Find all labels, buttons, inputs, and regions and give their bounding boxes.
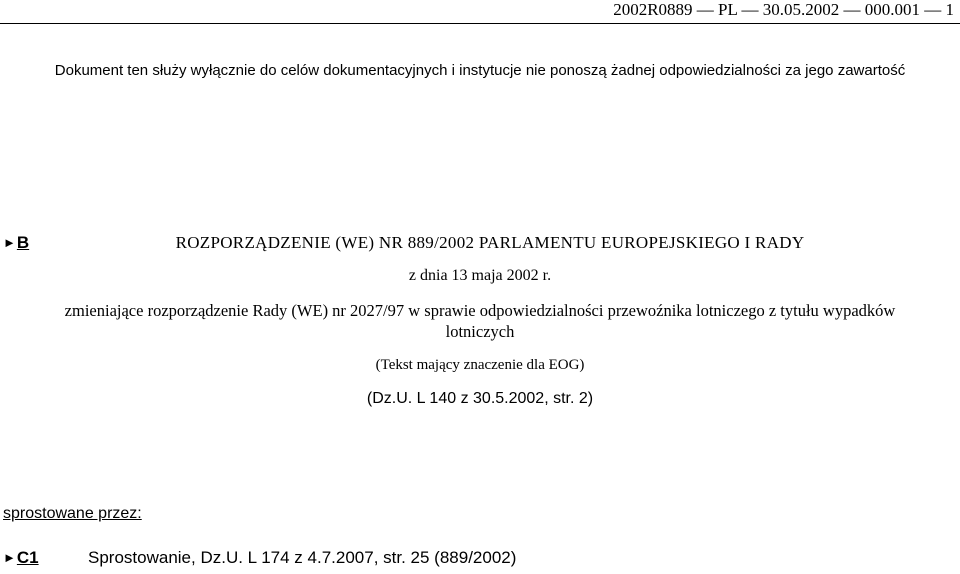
triangle-right-icon: ► [3,235,16,250]
marker-code: C1 [16,548,39,567]
act-date: z dnia 13 maja 2002 r. [408,267,552,284]
marker-b[interactable] [3,233,29,253]
official-journal-reference: (Dz.U. L 140 z 30.5.2002, str. 2) [366,390,594,407]
marker-code: B [16,233,30,252]
header-divider [0,23,960,24]
act-subject: zmieniające rozporządzenie Rady (WE) nr 2027/97 w sprawie odpowiedzialności przewoźnika lotniczego z tytułu wypadków lotniczych [64,301,896,341]
act-title: ROZPORZĄDZENIE (WE) NR 889/2002 PARLAMENTU EUROPEJSKIEGO I RADY [175,233,805,252]
document-reference-header: 2002R0889 — PL — 30.05.2002 — 000.001 — 1 [613,0,954,19]
triangle-right-icon: ► [3,550,16,565]
corrigendum-entry: Sprostowanie, Dz.U. L 174 z 4.7.2007, str. 25 (889/2002) [88,548,517,567]
legal-disclaimer: Dokument ten służy wyłącznie do celów dokumentacyjnych i instytucje nie ponoszą żadnej odpowiedzialności za jego zawartość [54,62,906,79]
corrected-by-label: sprostowane przez: [3,505,142,522]
eea-relevance-note: (Tekst mający znaczenie dla EOG) [375,357,585,373]
marker-c1[interactable] [3,548,39,568]
